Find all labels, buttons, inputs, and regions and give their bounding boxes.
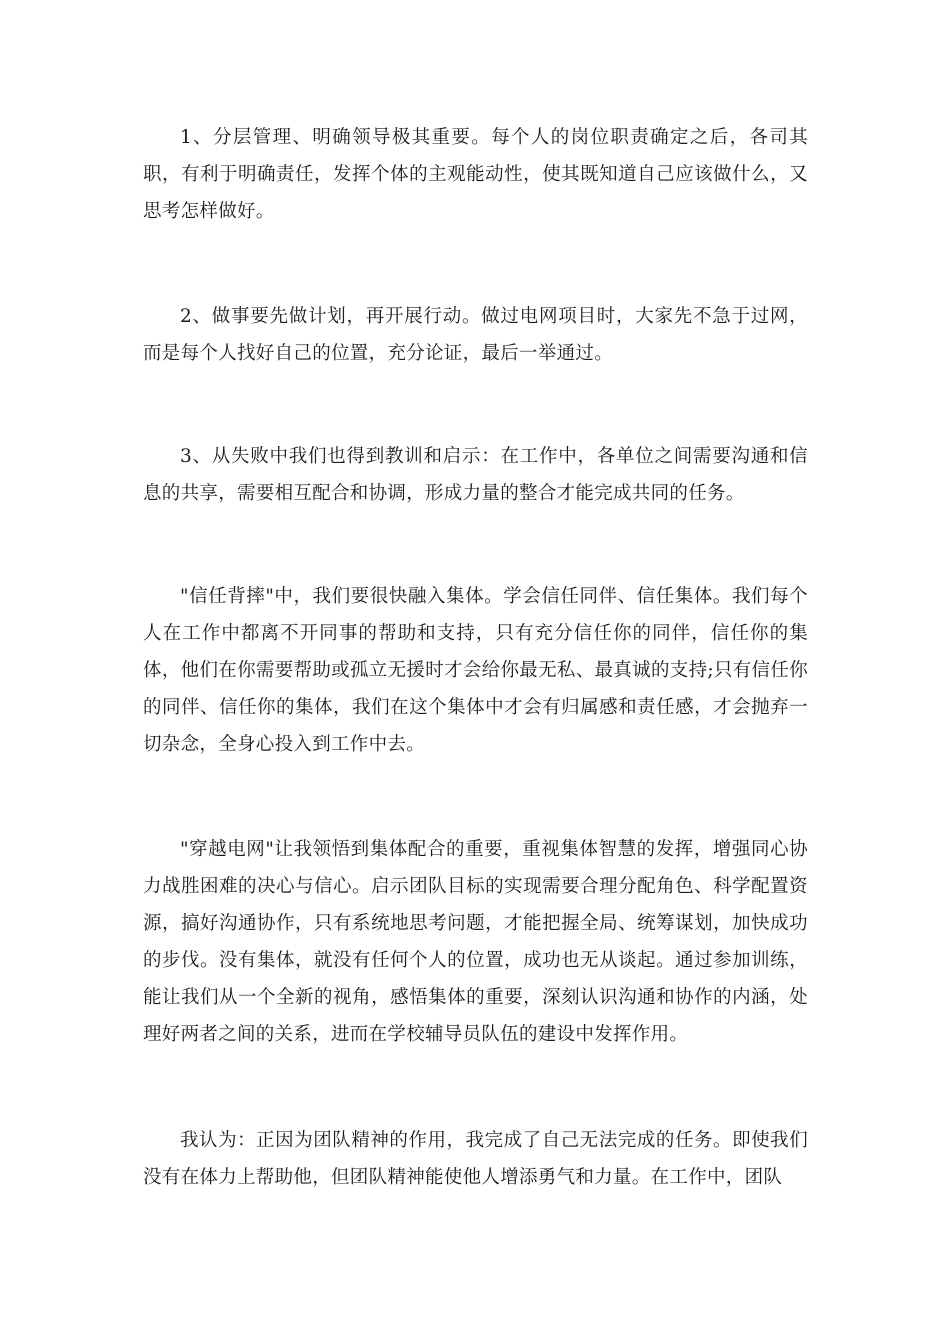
paragraph-layered-management: 1、分层管理、明确领导极其重要。每个人的岗位职责确定之后，各司其职，有利于明确责任，发挥个体的主观能动性，使其既知道自己应该做什么，又思考怎样做好。 <box>143 127 808 222</box>
paragraph-trust-fall: "信任背摔"中，我们要很快融入集体。学会信任同伴、信任集体。我们每个人在工作中都离不开同事的帮助和支持，只有充分信任你的同伴，信任你的集体，他们在你需要帮助或孤立无援时才会给你最无私、最真诚的支持;只有信任你的同伴、信任你的集体，我们在这个集体中才会有归属感和责任感，才会抛弃一切杂念，全身心投入到工作中去。 <box>143 586 808 755</box>
paragraph-lessons-from-failure: 3、从失败中我们也得到教训和启示：在工作中，各单位之间需要沟通和信息的共享，需要相互配合和协调，形成力量的整合才能完成共同的任务。 <box>143 446 808 504</box>
paragraph-plan-before-action: 2、做事要先做计划，再开展行动。做过电网项目时，大家先不急于过网，而是每个人找好自己的位置，充分论证，最后一举通过。 <box>143 306 808 364</box>
paragraph-spider-web: "穿越电网"让我领悟到集体配合的重要，重视集体智慧的发挥，增强同心协力战胜困难的决心与信心。启示团队目标的实现需要合理分配角色、科学配置资源，搞好沟通协作，只有系统地思考问题，才能把握全局、统筹谋划，加快成功的步伐。没有集体，就没有任何个人的位置，成功也无从谈起。通过参加训练，能让我们从一个全新的视角，感悟集体的重要，深刻认识沟通和协作的内涵，处理好两者之间的关系，进而在学校辅导员队伍的建设中发挥作用。 <box>143 839 808 1045</box>
paragraph-team-spirit: 我认为：正因为团队精神的作用，我完成了自己无法完成的任务。即使我们没有在体力上帮助他，但团队精神能使他人增添勇气和力量。在工作中，团队 <box>143 1130 808 1188</box>
